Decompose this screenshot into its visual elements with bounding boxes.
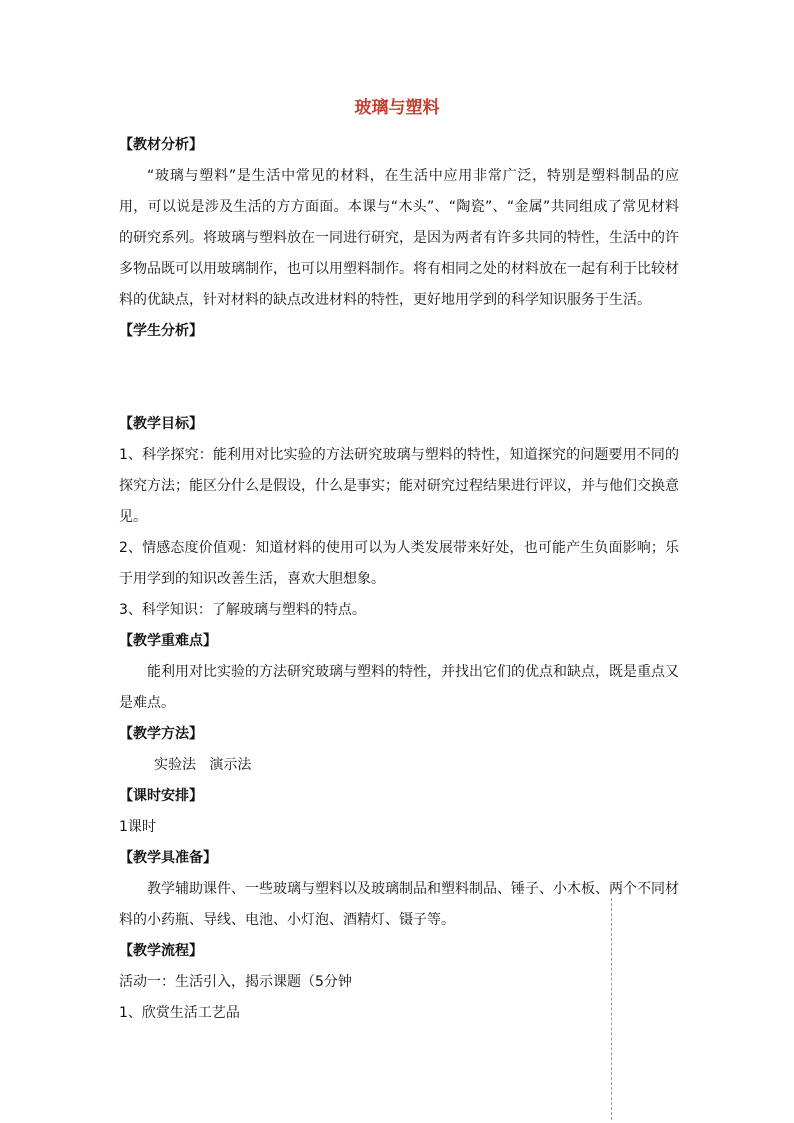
students-blank-space <box>119 347 679 409</box>
methods-text: 实验法 演示法 <box>154 757 252 773</box>
goal-item-1: 1、科学探究：能利用对比实验的方法研究玻璃与塑料的特性，知道探究的问题要用不同的探究方法；能区分什么是假设，什么是事实；能对研究过程结果进行评议，并与他们交换意见。 <box>119 447 679 525</box>
section-heading-materials: 【教学具准备】 <box>119 850 217 866</box>
section-heading-process: 【教学流程】 <box>119 943 203 959</box>
section-heading-methods: 【教学方法】 <box>119 726 203 742</box>
process-activity-1: 活动一：生活引入，揭示课题（5分钟 <box>119 974 352 990</box>
process-step-1: 1、欣赏生活工艺品 <box>119 1005 240 1021</box>
materials-text: 教学辅助课件、一些玻璃与塑料以及玻璃制品和塑料制品、锤子、小木板、两个不同材料的小药瓶、导线、电池、小灯泡、酒精灯、镊子等。 <box>119 881 679 928</box>
section-heading-textbook: 【教材分析】 <box>119 137 203 153</box>
document-title: 玻璃与塑料 <box>354 98 440 118</box>
textbook-analysis-text: “玻璃与塑料”是生活中常见的材料，在生活中应用非常广泛，特别是塑料制品的应用，可以说是涉及生活的方方面面。本课与“木头”、“陶瓷”、“金属”共同组成了常见材料的研究系列。将玻璃与塑料放在一同进行研究，是因为两者有许多共同的特性，生活中的许多物品既可以用玻璃制作，也可以用塑料制作。将有相同之处的材料放在一起有利于比较材料的优缺点，针对材料的缺点改进材料的特性，更好地用学到的科学知识服务于生活。 <box>119 168 679 308</box>
keypoints-text: 能利用对比实验的方法研究玻璃与塑料的特性，并找出它们的优点和缺点，既是重点又是难点。 <box>119 664 679 711</box>
section-heading-keypoints: 【教学重难点】 <box>119 633 217 649</box>
document-body <box>119 130 679 1029</box>
schedule-text: 1课时 <box>119 819 156 835</box>
margin-dashed-line <box>611 898 612 1120</box>
section-heading-students: 【学生分析】 <box>119 323 203 339</box>
goal-item-2: 2、情感态度价值观：知道材料的使用可以为人类发展带来好处，也可能产生负面影响；乐于用学到的知识改善生活，喜欢大胆想象。 <box>119 540 679 587</box>
goal-item-3: 3、科学知识：了解玻璃与塑料的特点。 <box>119 602 366 618</box>
section-heading-schedule: 【课时安排】 <box>119 788 203 804</box>
section-heading-goals: 【教学目标】 <box>119 416 203 432</box>
